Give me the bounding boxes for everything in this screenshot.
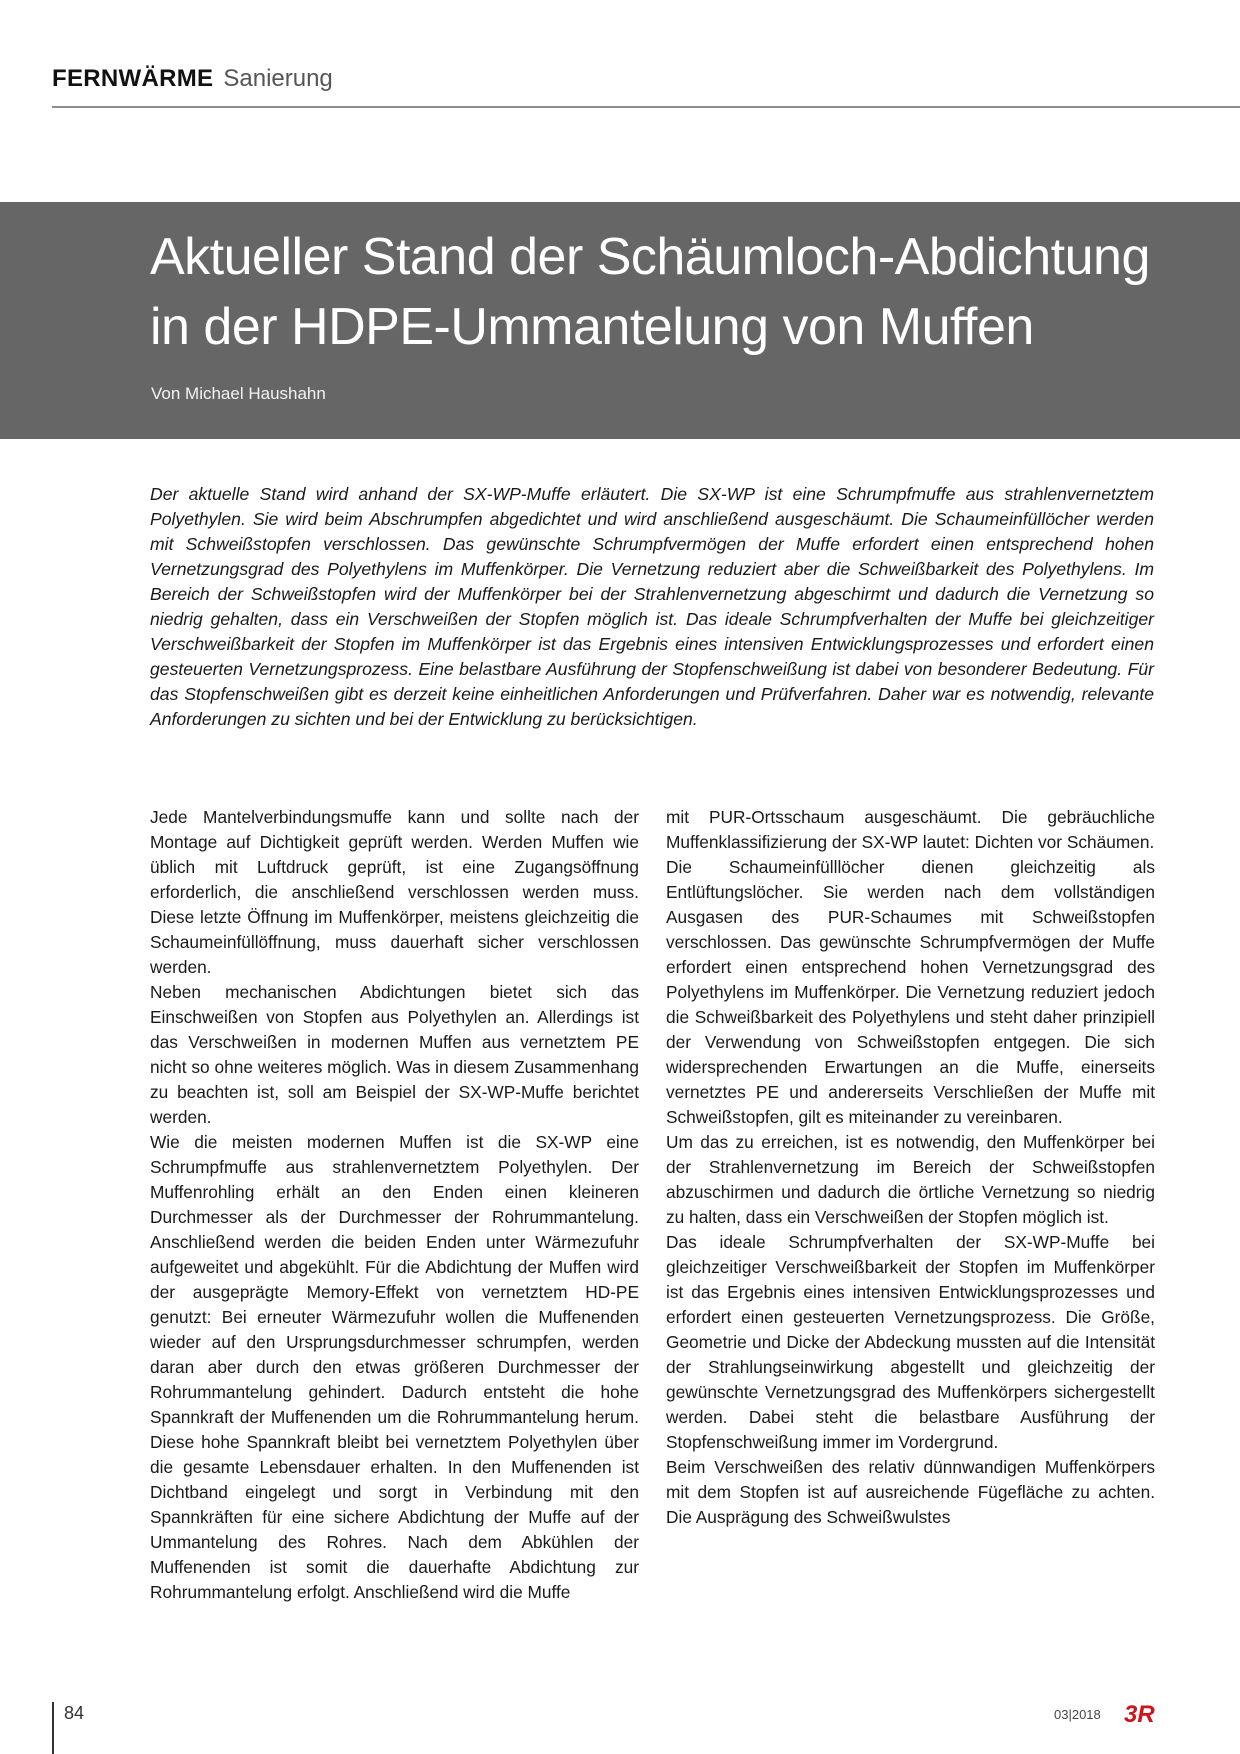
body-column-right — [666, 805, 1155, 1530]
paragraph: Wie die meisten modernen Muffen ist die SX-WP eine Schrumpfmuffe aus strahlenvernetztem Polyethylen. Der Muffenrohling erhält an den Enden einen kleineren Durchmesser als der Durchmesser der Rohrummantelung. Anschließend werden die beiden Enden unter Wärmezufuhr aufgeweitet und abgekühlt. Für die Abdichtung der Muffen wird der ausgeprägte Memory-Effekt von vernetztem HD-PE genutzt: Bei erneuter Wärmezufuhr wollen die Muffenenden wieder auf den Ursprungsdurchmesser schrumpfen, werden daran aber durch den etwas größeren Durchmesser der Rohrummantelung gehindert. Dadurch entsteht die hohe Spannkraft der Muffenenden um die Rohrummantelung herum. Diese hohe Spannkraft bleibt bei vernetztem Polyethylen über die gesamte Lebensdauer erhalten. In den Muffenenden ist Dichtband eingelegt und sorgt in Verbindung mit den Spannkräften für eine sichere Abdichtung der Muffe auf der Ummantelung des Rohres. Nach dem Abkühlen der Muffenenden ist somit die dauerhafte Abdichtung zur Rohrummantelung erfolgt. Anschließend wird die Muffe — [150, 1132, 639, 1602]
paragraph: Um das zu erreichen, ist es notwendig, den Muffenkörper bei der Strahlenvernetzung im Bereich der Schweißstopfen abzuschirmen und dadurch die örtliche Vernetzung so niedrig zu halten, dass ein Verschweißen der Stopfen möglich ist. — [666, 1132, 1155, 1227]
running-header — [52, 64, 333, 94]
abstract: Der aktuelle Stand wird anhand der SX-WP-Muffe erläutert. Die SX-WP ist eine Schrumpfmuffe aus strahlenvernetztem Polyethylen. Sie wird beim Abschrumpfen abgedichtet und wird anschließend ausgeschäumt. Die Schaumeinfüllöcher werden mit Schweißstopfen verschlossen. Das gewünschte Schrumpfvermögen der Muffe erfordert einen entsprechend hohen Vernetzungsgrad des Polyethylens im Muffenkörper. Die Vernetzung reduziert aber die Schweißbarkeit des Polyethylens. Im Bereich der Schweißstopfen wird der Muffenkörper bei der Strahlenvernetzung abgeschirmt und dadurch die Vernetzung so niedrig gehalten, dass ein Verschweißen der Stopfen möglich ist. Das ideale Schrumpfverhalten der Muffe bei gleichzeitiger Verschweißbarkeit der Stopfen im Muffenkörper ist das Ergebnis eines intensiven Entwicklungsprozesses und erfordert einen gesteuerten Vernetzungsprozess. Eine belastbare Ausführung der Stopfenschweißung ist dabei von besonderer Bedeutung. Für das Stopfenschweißen gibt es derzeit keine einheitlichen Anforderungen und Prüfverfahren. Daher war es notwendig, relevante Anforderungen zu sichten und bei der Entwicklung zu berücksichtigen. — [150, 484, 1154, 729]
issue-label: 03|2018 — [1054, 1707, 1101, 1722]
body-column-left — [150, 805, 639, 1605]
page-number: 84 — [64, 1703, 85, 1723]
paragraph: Das ideale Schrumpfverhalten der SX-WP-Muffe bei gleichzeitiger Verschweißbarkeit der Stopfen im Muffenkörper ist das Ergebnis eines intensiven Entwicklungsprozesses und erfordert einen gesteuerten Vernetzungsprozess. Die Größe, Geometrie und Dicke der Abdeckung mussten auf die Intensität der Strahlungseinwirkung abgestellt und gleichzeitig der gewünschte Vernetzungsgrad des Muffenkörpers sichergestellt werden. Dabei steht die belastbare Ausführung der Stopfenschweißung immer im Vordergrund. — [666, 1232, 1155, 1452]
paragraph: Die Schaumeinfülllöcher dienen gleichzeitig als Entlüftungslöcher. Sie werden nach dem vollständigen Ausgasen des PUR-Schaumes mit Schweißstopfen verschlossen. Das gewünschte Schrumpfvermögen der Muffe erfordert einen entsprechend hohen Vernetzungsgrad des Polyethylens im Muffenkörper. Die Vernetzung reduziert jedoch die Schweißbarkeit des Polyethylens und steht daher prinzipiell der Verwendung von Schweißstopfen entgegen. Die sich widersprechenden Erwartungen an die Muffe, einerseits vernetztes PE und andererseits Verschließen der Muffe mit Schweißstopfen, gilt es miteinander zu vereinbaren. — [666, 857, 1155, 1127]
title-line: Aktueller Stand der Schäumloch-Abdichtung — [150, 228, 1150, 286]
paragraph: Neben mechanischen Abdichtungen bietet sich das Einschweißen von Stopfen aus Polyethylen an. Allerdings ist das Verschweißen in modernen Muffen aus vernetztem PE nicht so ohne weiteres möglich. Was in diesem Zusammenhang zu beachten ist, soll am Beispiel der SX-WP-Muffe berichtet werden. — [150, 982, 639, 1127]
paragraph: Beim Verschweißen des relativ dünnwandigen Muffenkörpers mit dem Stopfen ist auf ausreichende Fügefläche zu achten. Die Ausprägung des Schweißwulstes — [666, 1457, 1155, 1527]
logo-text: 3R — [1124, 1701, 1155, 1726]
publisher-logo-icon — [1124, 1700, 1156, 1726]
header-divider — [52, 106, 1240, 108]
paragraph: mit PUR-Ortsschaum ausgeschäumt. Die gebräuchliche Muffenklassifizierung der SX-WP lautet: Dichten vor Schäumen. — [666, 807, 1155, 852]
paragraph: Jede Mantelverbindungsmuffe kann und sollte nach der Montage auf Dichtigkeit geprüft werden. Werden Muffen wie üblich mit Luftdruck geprüft, ist eine Zugangsöffnung erforderlich, die anschließend verschlossen werden muss. Diese letzte Öffnung im Muffenkörper, meistens gleichzeitig die Schaumeinfüllöffnung, muss dauerhaft sicher verschlossen werden. — [150, 807, 639, 977]
section-name: FERNWÄRME — [52, 65, 214, 92]
topic-name: Sanierung — [223, 65, 333, 92]
title-line: in der HDPE-Ummantelung von Muffen — [150, 298, 1034, 356]
byline: Von Michael Haushahn — [151, 384, 326, 403]
footer-divider — [52, 1702, 54, 1754]
article-title — [150, 222, 1190, 362]
